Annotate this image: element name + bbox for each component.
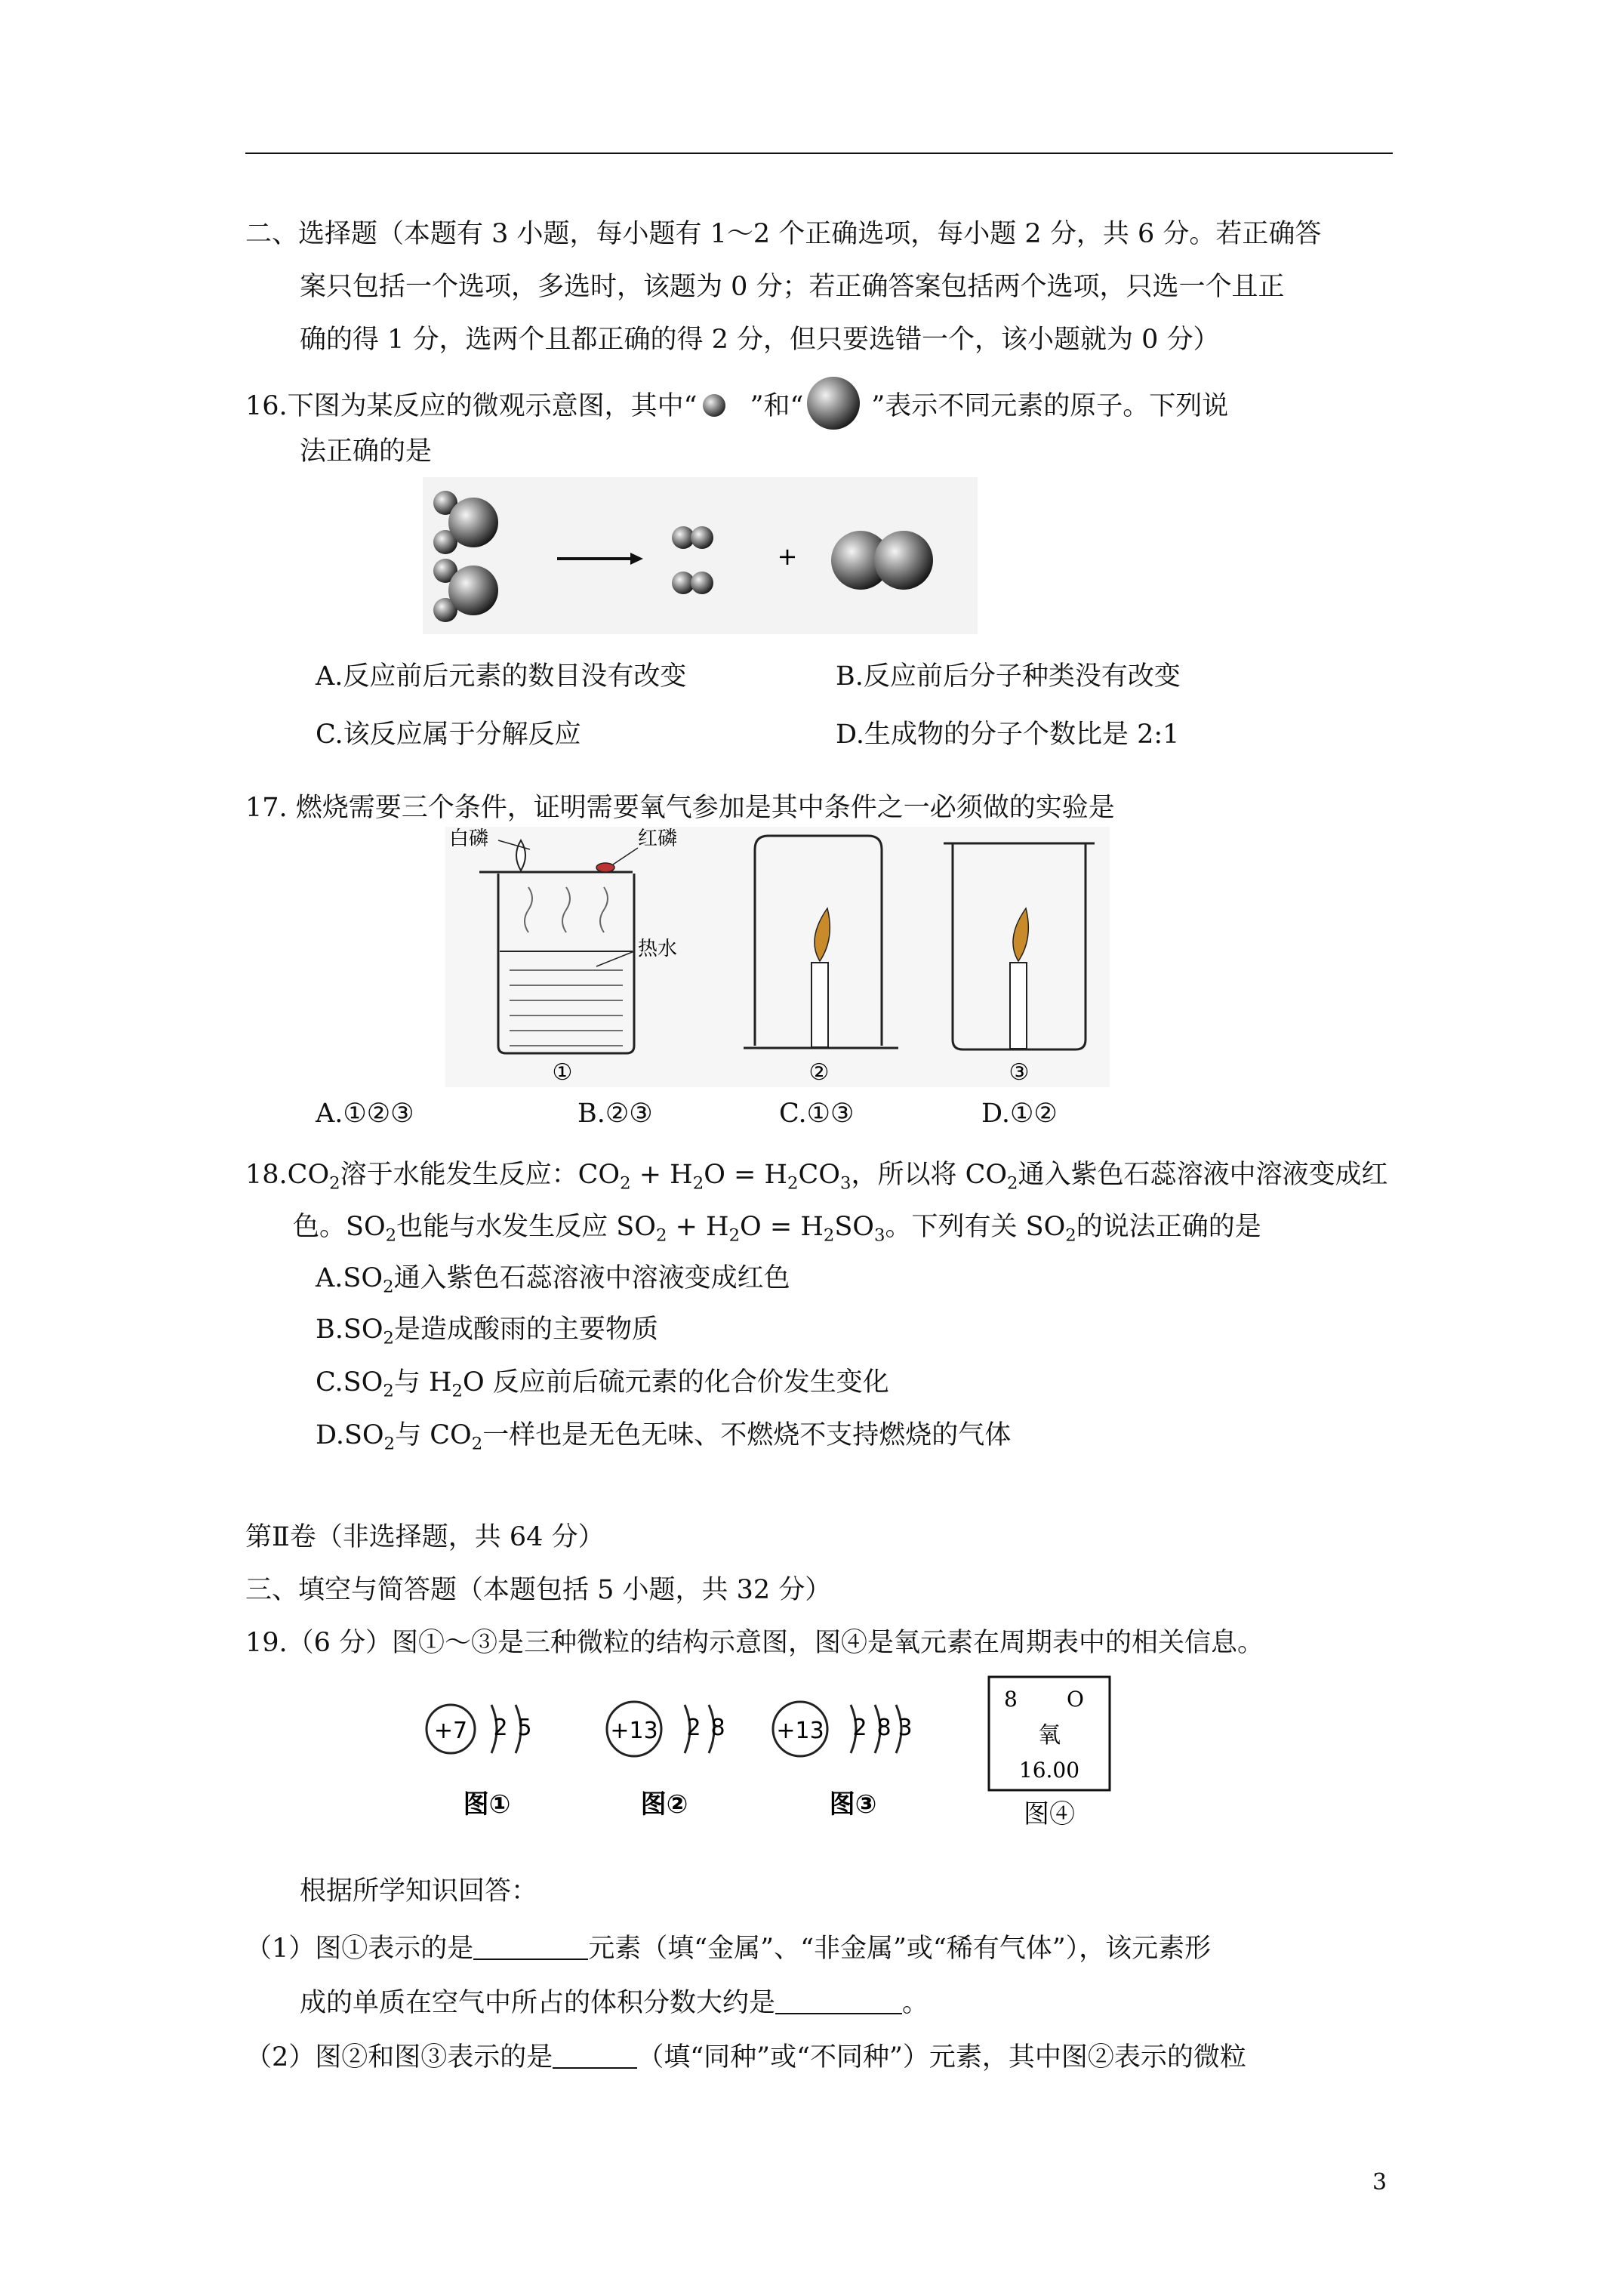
svg-text:O: O <box>1067 1687 1084 1712</box>
atom-diagram-1 <box>427 1705 532 1820</box>
svg-text:图①: 图① <box>463 1789 511 1820</box>
svg-text:图③: 图③ <box>829 1789 877 1820</box>
q16-stem-c: ”表示不同元素的原子。下列说 <box>871 391 1229 421</box>
svg-text:图④: 图④ <box>1024 1799 1075 1829</box>
q16-option-c: C.该反应属于分解反应 <box>316 720 581 750</box>
q17-stem: 17. 燃烧需要三个条件，证明需要氧气参加是其中条件之一必须做的实验是 <box>245 793 1115 823</box>
svg-text:+13: +13 <box>610 1718 658 1744</box>
q17-option-d: D.①② <box>981 1099 1058 1129</box>
q16-reaction-diagram <box>423 477 978 634</box>
q19-intro: 根据所学知识回答： <box>300 1876 538 1906</box>
svg-text:氧: 氧 <box>1038 1722 1061 1749</box>
svg-text:+13: +13 <box>776 1718 824 1744</box>
svg-text:2: 2 <box>493 1715 508 1741</box>
answer-blank[interactable] <box>473 1936 588 1960</box>
q16-stem-line2: 法正确的是 <box>300 436 433 467</box>
red-phosphorus-icon <box>596 863 614 872</box>
reactant-molecule <box>433 559 498 622</box>
page-number: 3 <box>1372 2169 1387 2196</box>
q18-stem-line1: $18.CO_2$溶于水能发生反应：$CO_2 + H_2O = H_2CO_3$，所以将 $CO_2$通入紫色石蕊溶液中溶液变成红 <box>245 1160 1388 1194</box>
q17-option-b: B.②③ <box>577 1099 653 1129</box>
svg-text:+7: +7 <box>433 1718 468 1744</box>
q18-option-b: $B.SO_2$是造成酸雨的主要物质 <box>316 1314 659 1348</box>
periodic-table-cell <box>989 1677 1110 1829</box>
small-atom-icon <box>698 390 750 421</box>
atom-diagram-3 <box>773 1702 913 1820</box>
q17-option-c: C.①③ <box>779 1099 855 1129</box>
q19-stem: 19.（6 分）图①～③是三种微粒的结构示意图，图④是氧元素在周期表中的相关信息。 <box>245 1628 1264 1658</box>
section2-heading-line2: 案只包括一个选项，多选时，该题为 0 分；若正确答案包括两个选项，只选一个且正 <box>300 272 1285 302</box>
q18-option-a: $A.SO_2$通入紫色石蕊溶液中溶液变成红色 <box>316 1263 790 1297</box>
q19-atom-structure-figure <box>419 1675 1113 1841</box>
svg-text:2: 2 <box>686 1715 701 1741</box>
reaction-arrow <box>557 553 643 565</box>
q16-option-d: D.生成物的分子个数比是 2:1 <box>836 720 1180 750</box>
plus-sign: + <box>777 542 798 571</box>
svg-text:8: 8 <box>710 1715 725 1741</box>
large-atom-icon <box>803 375 871 431</box>
product-molecule-small <box>672 526 713 549</box>
q17-caption-3: ③ <box>1009 1059 1030 1086</box>
q17-caption-2: ② <box>808 1059 830 1086</box>
svg-text:16.00: 16.00 <box>1018 1758 1080 1783</box>
label-hot-water: 热水 <box>638 938 678 960</box>
product-molecule-large <box>831 531 933 590</box>
q16-option-b: B.反应前后分子种类没有改变 <box>836 661 1181 692</box>
q19-part2-line1: （2）图②和图③表示的是 （填“同种”或“不同种”）元素，其中图②表示的微粒 <box>245 2042 1246 2073</box>
svg-text:8: 8 <box>1004 1687 1018 1712</box>
label-red-phosphorus: 红磷 <box>638 827 678 850</box>
answer-blank[interactable] <box>553 2045 637 2069</box>
q19-part1-line1: （1）图①表示的是 元素（填“金属”、“非金属”或“稀有气体”），该元素形 <box>245 1934 1212 1964</box>
svg-text:8: 8 <box>876 1715 892 1741</box>
q16-stem-a: 16.下图为某反应的微观示意图，其中“ <box>245 391 698 421</box>
product-molecule-small <box>672 572 713 594</box>
reactant-molecule <box>433 491 498 554</box>
q18-stem-line2: 色。$SO_2$也能与水发生反应 $SO_2 + H_2O = H_2SO_3$。下列有关 $SO_2$的说法正确的是 <box>293 1212 1261 1246</box>
svg-text:图②: 图② <box>640 1789 688 1820</box>
svg-text:2: 2 <box>852 1715 867 1741</box>
section2-heading-line3: 确的得 1 分，选两个且都正确的得 2 分，但只要选错一个，该小题就为 0 分） <box>300 325 1220 355</box>
section2-heading: 二、选择题（本题有 3 小题，每小题有 1～2 个正确选项，每小题 2 分，共 6 分。若正确答 <box>245 219 1322 249</box>
part2-title: 第Ⅱ卷（非选择题，共 64 分） <box>245 1522 605 1552</box>
header-rule <box>245 153 1393 154</box>
q17-caption-1: ① <box>552 1059 573 1086</box>
q16-stem <box>245 375 1228 431</box>
q18-option-c: $C.SO_2$与 $H_2O$ 反应前后硫元素的化合价发生变化 <box>316 1367 889 1401</box>
label-white-phosphorus: 白磷 <box>449 827 489 850</box>
q18-option-d: $D.SO_2$与 $CO_2$一样也是无色无味、不燃烧不支持燃烧的气体 <box>316 1420 1012 1454</box>
atom-diagram-2 <box>607 1702 725 1820</box>
svg-text:5: 5 <box>517 1715 532 1741</box>
svg-text:3: 3 <box>898 1715 913 1741</box>
section3-heading: 三、填空与简答题（本题包括 5 小题，共 32 分） <box>245 1575 832 1605</box>
q16-stem-b: ”和“ <box>750 391 804 421</box>
q17-option-a: A.①②③ <box>316 1099 414 1129</box>
q16-option-a: A.反应前后元素的数目没有改变 <box>316 661 687 692</box>
answer-blank[interactable] <box>775 1990 902 2014</box>
q17-experiment-figure <box>445 827 1110 1087</box>
q19-part1-line2: 成的单质在空气中所占的体积分数大约是 。 <box>300 1988 929 2018</box>
